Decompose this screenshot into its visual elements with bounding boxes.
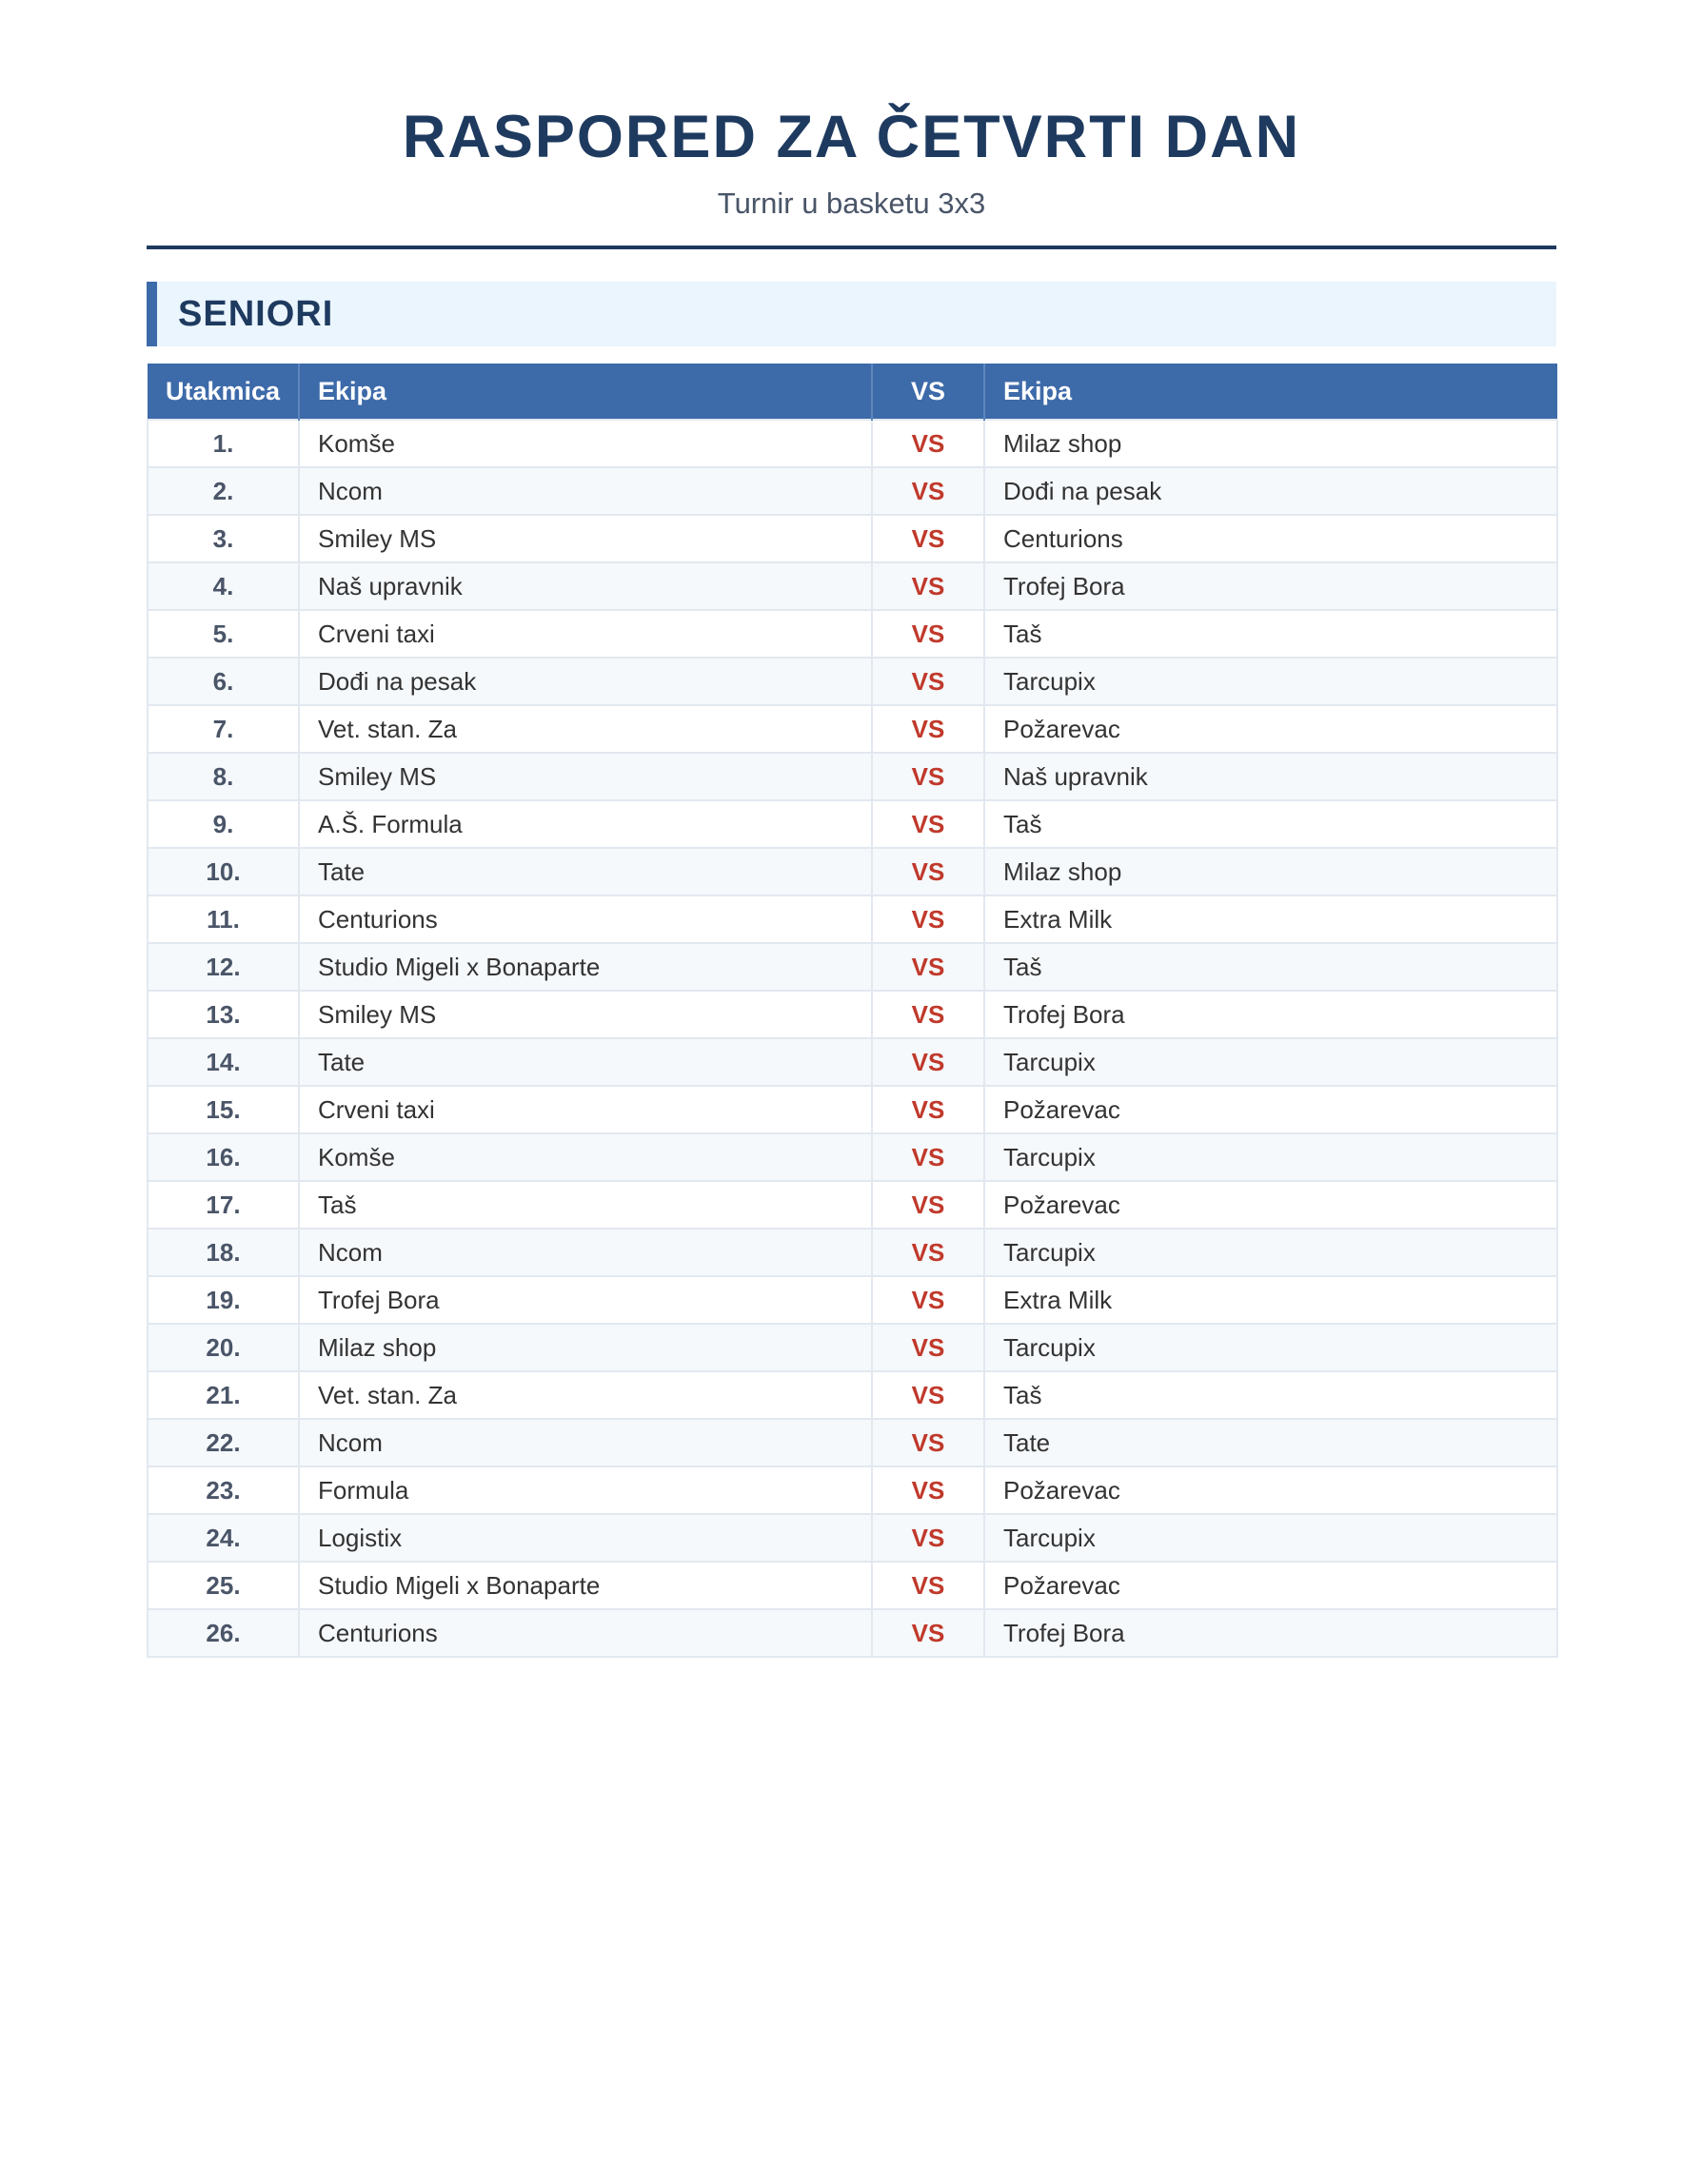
team-away: Tarcupix xyxy=(984,658,1557,705)
team-home: Tate xyxy=(299,1038,872,1086)
vs-label: VS xyxy=(872,943,984,991)
team-home: Tate xyxy=(299,848,872,895)
match-number: 8. xyxy=(148,753,299,800)
match-number: 18. xyxy=(148,1229,299,1276)
team-away: Požarevac xyxy=(984,705,1557,753)
vs-label: VS xyxy=(872,1562,984,1609)
team-home: Komše xyxy=(299,1133,872,1181)
match-number: 4. xyxy=(148,562,299,610)
vs-label: VS xyxy=(872,1181,984,1229)
table-row xyxy=(148,1181,1557,1229)
vs-label: VS xyxy=(872,705,984,753)
match-number: 9. xyxy=(148,800,299,848)
match-number: 1. xyxy=(148,420,299,467)
schedule-table xyxy=(147,364,1558,1658)
match-number: 24. xyxy=(148,1514,299,1562)
section-header xyxy=(147,282,1556,346)
table-row xyxy=(148,1371,1557,1419)
team-away: Tarcupix xyxy=(984,1229,1557,1276)
vs-label: VS xyxy=(872,800,984,848)
table-row xyxy=(148,1133,1557,1181)
team-away: Taš xyxy=(984,610,1557,658)
vs-label: VS xyxy=(872,1324,984,1371)
schedule-body xyxy=(148,420,1557,1657)
vs-label: VS xyxy=(872,1229,984,1276)
team-away: Trofej Bora xyxy=(984,991,1557,1038)
team-away: Milaz shop xyxy=(984,848,1557,895)
table-row xyxy=(148,1038,1557,1086)
header-vs: VS xyxy=(872,364,984,420)
section-title: SENIORI xyxy=(178,293,334,334)
vs-label: VS xyxy=(872,420,984,467)
team-home: Smiley MS xyxy=(299,753,872,800)
match-number: 11. xyxy=(148,895,299,943)
team-away: Extra Milk xyxy=(984,895,1557,943)
match-number: 17. xyxy=(148,1181,299,1229)
table-row xyxy=(148,991,1557,1038)
team-away: Požarevac xyxy=(984,1466,1557,1514)
header-team-away: Ekipa xyxy=(984,364,1557,420)
team-away: Naš upravnik xyxy=(984,753,1557,800)
team-home: Centurions xyxy=(299,1609,872,1657)
team-away: Tarcupix xyxy=(984,1324,1557,1371)
team-home: Crveni taxi xyxy=(299,1086,872,1133)
vs-label: VS xyxy=(872,1466,984,1514)
table-row xyxy=(148,1609,1557,1657)
team-away: Požarevac xyxy=(984,1181,1557,1229)
table-row xyxy=(148,610,1557,658)
vs-label: VS xyxy=(872,1514,984,1562)
team-away: Extra Milk xyxy=(984,1276,1557,1324)
table-row xyxy=(148,1324,1557,1371)
match-number: 21. xyxy=(148,1371,299,1419)
table-row xyxy=(148,467,1557,515)
table-row xyxy=(148,943,1557,991)
team-away: Tarcupix xyxy=(984,1514,1557,1562)
team-home: Naš upravnik xyxy=(299,562,872,610)
vs-label: VS xyxy=(872,991,984,1038)
match-number: 13. xyxy=(148,991,299,1038)
vs-label: VS xyxy=(872,1086,984,1133)
vs-label: VS xyxy=(872,1609,984,1657)
team-home: Studio Migeli x Bonaparte xyxy=(299,1562,872,1609)
match-number: 10. xyxy=(148,848,299,895)
page-subtitle: Turnir u basketu 3x3 xyxy=(717,187,986,220)
team-home: Ncom xyxy=(299,1229,872,1276)
vs-label: VS xyxy=(872,562,984,610)
vs-label: VS xyxy=(872,515,984,562)
table-row xyxy=(148,1514,1557,1562)
team-away: Centurions xyxy=(984,515,1557,562)
page-title: RASPORED ZA ČETVRTI DAN xyxy=(402,104,1301,170)
vs-label: VS xyxy=(872,753,984,800)
table-row xyxy=(148,420,1557,467)
match-number: 7. xyxy=(148,705,299,753)
match-number: 12. xyxy=(148,943,299,991)
table-row xyxy=(148,658,1557,705)
team-home: Milaz shop xyxy=(299,1324,872,1371)
title-divider xyxy=(147,246,1556,249)
team-away: Taš xyxy=(984,800,1557,848)
match-number: 20. xyxy=(148,1324,299,1371)
vs-label: VS xyxy=(872,1276,984,1324)
team-away: Tarcupix xyxy=(984,1038,1557,1086)
match-number: 5. xyxy=(148,610,299,658)
vs-label: VS xyxy=(872,1133,984,1181)
team-away: Milaz shop xyxy=(984,420,1557,467)
match-number: 2. xyxy=(148,467,299,515)
team-home: Logistix xyxy=(299,1514,872,1562)
table-row xyxy=(148,1229,1557,1276)
table-row xyxy=(148,1419,1557,1466)
team-home: A.Š. Formula xyxy=(299,800,872,848)
table-row xyxy=(148,562,1557,610)
team-away: Dođi na pesak xyxy=(984,467,1557,515)
team-home: Crveni taxi xyxy=(299,610,872,658)
match-number: 15. xyxy=(148,1086,299,1133)
team-away: Tate xyxy=(984,1419,1557,1466)
match-number: 3. xyxy=(148,515,299,562)
team-away: Trofej Bora xyxy=(984,1609,1557,1657)
table-row xyxy=(148,1562,1557,1609)
vs-label: VS xyxy=(872,895,984,943)
team-home: Smiley MS xyxy=(299,991,872,1038)
team-away: Taš xyxy=(984,943,1557,991)
header-match: Utakmica xyxy=(148,364,299,420)
team-home: Ncom xyxy=(299,1419,872,1466)
team-home: Smiley MS xyxy=(299,515,872,562)
match-number: 14. xyxy=(148,1038,299,1086)
table-header-row xyxy=(148,364,1557,420)
match-number: 19. xyxy=(148,1276,299,1324)
team-away: Požarevac xyxy=(984,1086,1557,1133)
table-row xyxy=(148,1276,1557,1324)
team-home: Studio Migeli x Bonaparte xyxy=(299,943,872,991)
vs-label: VS xyxy=(872,1419,984,1466)
team-home: Taš xyxy=(299,1181,872,1229)
table-row xyxy=(148,1466,1557,1514)
document-page xyxy=(147,0,1556,1658)
vs-label: VS xyxy=(872,467,984,515)
team-away: Tarcupix xyxy=(984,1133,1557,1181)
table-row xyxy=(148,753,1557,800)
match-number: 23. xyxy=(148,1466,299,1514)
team-away: Taš xyxy=(984,1371,1557,1419)
table-row xyxy=(148,895,1557,943)
team-home: Ncom xyxy=(299,467,872,515)
vs-label: VS xyxy=(872,610,984,658)
team-away: Požarevac xyxy=(984,1562,1557,1609)
table-row xyxy=(148,1086,1557,1133)
vs-label: VS xyxy=(872,1371,984,1419)
match-number: 25. xyxy=(148,1562,299,1609)
team-home: Vet. stan. Za xyxy=(299,1371,872,1419)
vs-label: VS xyxy=(872,848,984,895)
match-number: 6. xyxy=(148,658,299,705)
team-home: Komše xyxy=(299,420,872,467)
table-row xyxy=(148,515,1557,562)
team-home: Formula xyxy=(299,1466,872,1514)
team-home: Trofej Bora xyxy=(299,1276,872,1324)
vs-label: VS xyxy=(872,1038,984,1086)
match-number: 26. xyxy=(148,1609,299,1657)
team-home: Vet. stan. Za xyxy=(299,705,872,753)
team-away: Trofej Bora xyxy=(984,562,1557,610)
table-row xyxy=(148,800,1557,848)
team-home: Dođi na pesak xyxy=(299,658,872,705)
vs-label: VS xyxy=(872,658,984,705)
match-number: 22. xyxy=(148,1419,299,1466)
header-team-home: Ekipa xyxy=(299,364,872,420)
match-number: 16. xyxy=(148,1133,299,1181)
team-home: Centurions xyxy=(299,895,872,943)
table-row xyxy=(148,848,1557,895)
table-row xyxy=(148,705,1557,753)
